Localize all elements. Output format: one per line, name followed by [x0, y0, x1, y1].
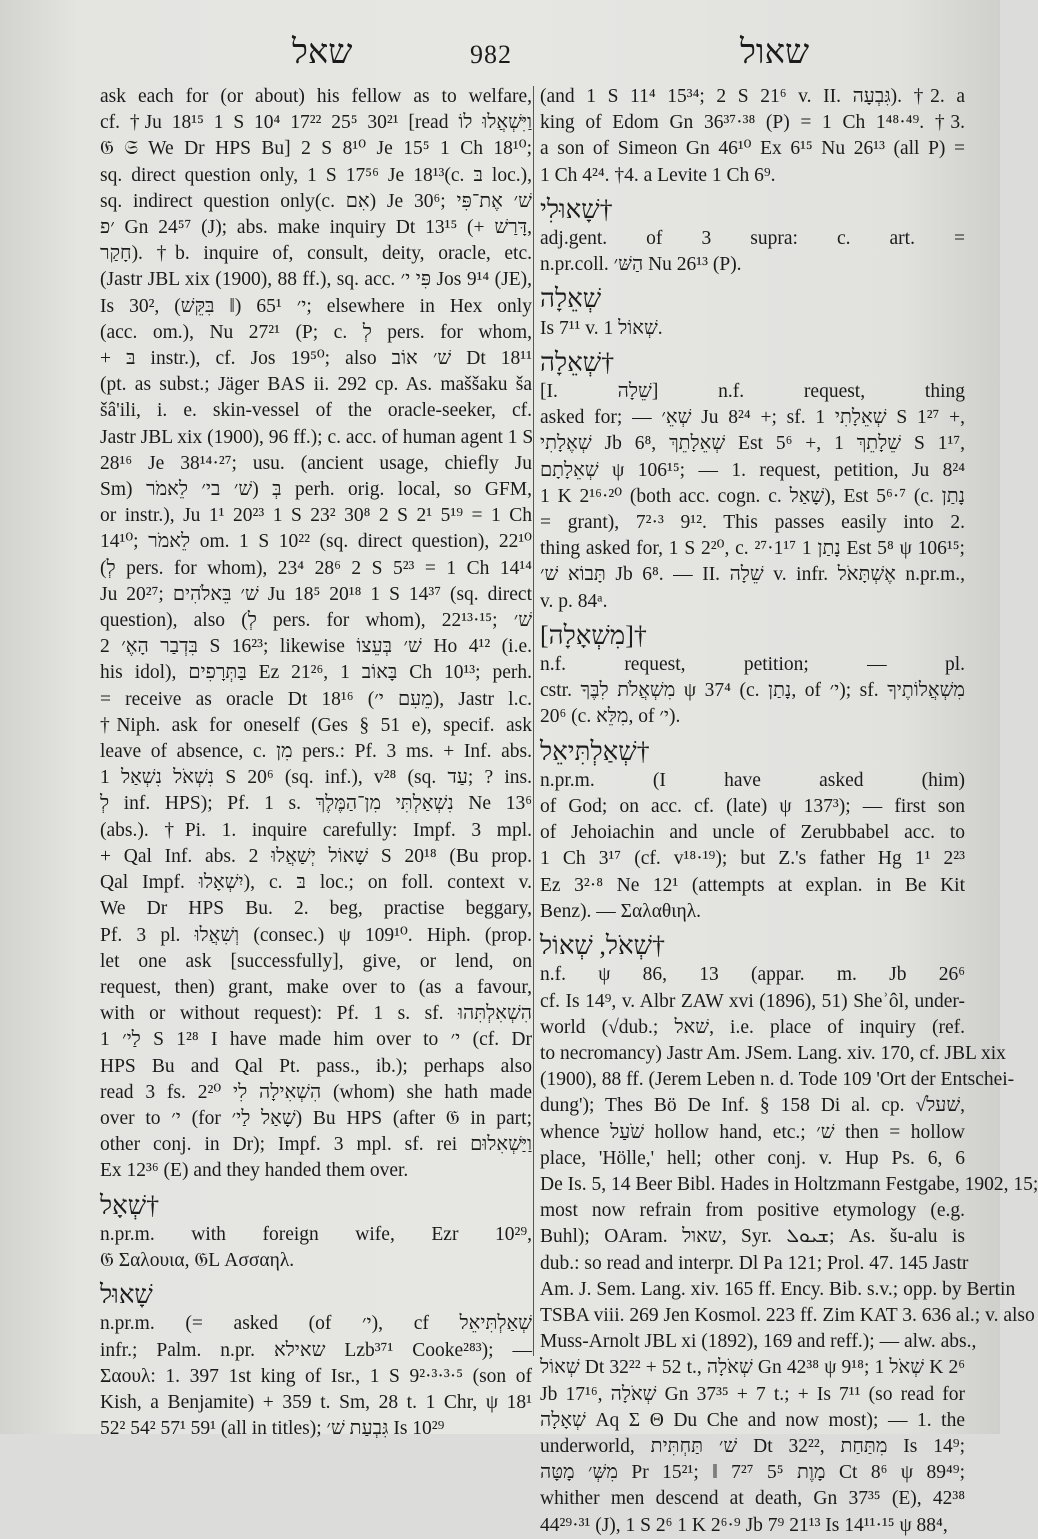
text-line: whence שֹׁעַל hollow hand, etc.; שׁ׳ then = hollow [540, 1121, 965, 1143]
text-line: question), also (לְ pers. for whom), 22¹³·¹⁵; שׁ׳ [100, 610, 533, 632]
text-line: We Dr HPS Bu. 2. beg, practise beggary, [100, 898, 532, 920]
text-line: of God; on acc. cf. (late) ψ 137³); — first son [540, 796, 965, 818]
text-line: HPS Bu and Qal Pt. pass., ib.); perhaps also [100, 1055, 532, 1077]
text-line: infr.; Palm. n.pr. שאילא Lzb³⁷¹ Cooke²⁸³); — [100, 1339, 533, 1361]
text-line: = receive as oracle Dt 18¹⁶ (מֵעִם י׳), Jastr l.c. [100, 688, 533, 710]
text-line: + בּ instr.), cf. Jos 19⁵⁰; also שׁ׳ אוֹב Dt 18¹¹ [100, 348, 532, 370]
text-line: dung'); Thes Bö De Inf. § 158 Di al. cp. √שׁעל, [540, 1095, 965, 1117]
text-line: Benz). — Σαλαθιηλ. [540, 900, 702, 922]
text-line: Am. J. Sem. Lang. xiv. 165 ff. Ency. Bib. s.v.; opp. by Bertin [540, 1278, 1016, 1300]
text-line: שְׁאֵלָתָם ψ 106¹⁵; — 1. request, petition, Ju 8²⁴ [540, 459, 965, 481]
text-line: Ju 20²⁷; שׁ׳ בֵּאלֹהִים Ju 18⁵ 20¹⁸ 1 S 14³⁷ (sq. direct [100, 583, 533, 605]
text-line: (1900), 88 ff. (Jerem Leben n. d. Tode 109 'Ort der Entschei- [540, 1069, 1015, 1091]
text-line: מִשְּׁ׳ מָטָּה Pr 15²¹; ‖ מָוֶת 5⁵ 7²⁷ Ct 8⁶ ψ 89⁴⁹; [540, 1462, 965, 1484]
text-line: (acc. om.), Nu 27²¹ (P; c. לְ pers. for whom, [100, 321, 532, 343]
text-line: †Niph. ask for oneself (Ges § 51 e), specif. ask [100, 714, 532, 736]
text-line: שְׁאָלָה Aq Σ Θ Du Che and now most); — 1. the [540, 1409, 965, 1431]
text-line: Ex 12³⁶ (E) and they handed them over. [100, 1160, 409, 1182]
text-line: n.pr.m. (= asked (of י׳), cf שְׁאַלְתִּיאֵל [100, 1313, 532, 1335]
text-line: šâ'ili, i. e. skin-vessel of the oracle-seeker, cf. [100, 400, 532, 422]
text-line: 20⁶ (c. מִלֵּא, of י׳). [540, 706, 681, 728]
text-line: + Qal Inf. abs. שָׁאוֹל יְשַׁאֲלוּ 2 S 20¹⁸ (Bu prop. [100, 845, 533, 867]
text-line: (לְ pers. for whom), 23⁴ 28⁶ 2 S 5²³ = 1 Ch 14¹⁴ [100, 557, 532, 579]
text-line: request, then) grant, make over to (as a favour, [100, 976, 532, 998]
dictionary-entry [540, 736, 965, 925]
text-line: sq. indirect question only(c. אִם) Je 30⁶; שׁ׳ אֶת־פִּי [100, 190, 532, 212]
text-line: over to י׳ (for שָׁאַל לַי׳) Bu HPS (after 𝔊 in part; [100, 1107, 532, 1129]
text-line: his idol), בַּתְּרָפִים Ez 21²⁶, בָּאוֹב 1 Ch 10¹³; perh. [100, 662, 533, 684]
dictionary-entry [540, 194, 965, 279]
text-line: (and 1 S 11⁴ 15³⁴; 2 S 21⁶ v. II. גִּבְעָה). †2. a [540, 86, 966, 107]
text-line: Sm) בְּ (שׁ׳ בי׳ לֵאמֹר perh. orig. local, so GFM, [100, 479, 532, 501]
entry-headword: שְׁאֵלָה [540, 284, 602, 314]
right-column-intro [540, 84, 965, 189]
text-line: (pt. as subst.; Jäger BAS ii. 292 cp. As. maššaku ša [100, 374, 532, 396]
text-line: (Jastr JBL xix (1900), 88 ff.), sq. acc. פִּי י׳ Jos 9¹⁴ (JE), [100, 269, 532, 291]
text-line: = grant), 7²·³ 9¹². This passes easily into 2. [540, 512, 965, 534]
text-line: a son of Simeon Gn 46¹⁰ Ex 6¹⁵ Nu 26¹³ (all P) = [540, 138, 965, 160]
text-line: other conj. in Dr); Impf. 3 mpl. sf. rei וַיַּשְׁאִלוּם [100, 1134, 532, 1156]
entry-headword: †שְׁאֵלָה [540, 347, 615, 377]
text-line: 1 K 2¹⁶·²⁰ (both acc. cogn. c. שָׁאַל), Est 5⁶·⁷ (c. נָתַן [540, 485, 965, 507]
entry-headword: שָׁאוּל [100, 1280, 153, 1310]
text-line: place, 'Hölle,' hell; other conj. v. Hup Ps. 6, 6 [540, 1147, 965, 1169]
text-line: with or without request): Pf. 1 s. sf. הִשְׁאִלְתִּהוּ [100, 1003, 532, 1025]
text-line: (abs.). †Pi. 1. inquire carefully: Impf. 3 mpl. [100, 819, 532, 841]
text-line: 14¹⁰; לֵאמֹר om. 1 S 10²² (sq. direct question), 22¹⁰ [100, 531, 532, 553]
dictionary-entry [100, 1190, 532, 1275]
text-line: De Is. 5, 14 Beer Bibl. Hades in Holtzmann Festgabe, 1902, 15; [540, 1173, 1038, 1195]
text-line: חָקַר). †b. inquire of, consult, deity, oracle, etc. [100, 243, 532, 265]
text-line: of Jehoiachin and uncle of Zerubbabel acc. to [540, 822, 965, 844]
text-line: 1 Ch 3¹⁷ (cf. v¹⁸·¹⁹); but Z.'s father Hg 1¹ 2²³ [540, 848, 965, 870]
text-line: most now refrain from positive etymology (e.g. [540, 1200, 965, 1222]
text-line: Muss-Arnolt JBL xi (1892), 169 and reff.); — alw. abs., [540, 1331, 977, 1353]
left-column-text [100, 84, 532, 1185]
text-line: n.f. ψ 86, 13 (appar. m. Jb 26⁶ [540, 964, 965, 986]
text-line: Pf. 3 pl. וְשִׁאֲלוּ (consec.) ψ 109¹⁰. Hiph. (prop. [100, 924, 532, 946]
page-header [0, 30, 1000, 78]
text-line: שְׁאֶלָתִי Jb 6⁸, שְׁאֵלָתֵךְ Est 5⁶ +, שֵׁלָתֵךְ 1 S 1¹⁷, [540, 433, 965, 455]
right-column-entries [540, 194, 1038, 1539]
text-line: [I. שֵׁלָה] n.f. request, thing [540, 381, 965, 403]
column-divider [533, 86, 534, 1356]
text-line: Σαουλ: 1. 397 1st king of Isr., 1 S 9²·³·³·⁵ (son of [100, 1365, 532, 1387]
left-column [100, 84, 532, 1442]
text-line: 28¹⁶ Je 38¹⁴·²⁷; usu. (ancient usage, chiefly Ju [100, 452, 532, 474]
text-line: Ez 3²·⁸ Ne 12¹ (attempts at explan. in Be Kit [540, 874, 965, 896]
right-column [540, 84, 1038, 1539]
entry-headword: †שָׁאוּלִי [540, 194, 613, 224]
text-line: thing asked for, 1 S 2²⁰, c. נָתַן 1 1¹⁷·²⁷ Est 5⁸ ψ 106¹⁵; [540, 538, 965, 560]
text-line: n.pr.m. (I have asked (him) [540, 769, 965, 791]
entry-headword: †שְׁאֹל, שְׁאוֹל [540, 931, 665, 961]
text-line: underworld, שׁ׳ תַּחְתִּית Dt 32²², מִתַּחַת Is 14⁹; [540, 1435, 965, 1457]
text-line: TSBA viii. 269 Jen Kosmol. 223 ff. Zim KAT 3. 636 al.; v. also [540, 1304, 1035, 1326]
text-line: Buhl); OAram. שאול, Syr. ܫܝܘܠ; As. šu-alu is [540, 1226, 965, 1248]
text-line: leave of absence, c. מִן pers.: Pf. 3 ms. + Inf. abs. [100, 741, 532, 763]
text-line: 𝔊 𝔖 We Dr HPS Bu] 2 S 8¹⁰ Je 15⁵ 1 Ch 18¹⁰; [100, 138, 532, 160]
entry-headword: †שְׁאָל [100, 1190, 160, 1220]
text-line: cstr. מִשְׁאֲלֹת לִבֶּךָ ψ 37⁴ (c. נָתַן, of י׳); sf. מִשְׁאֲלוֹתֶיךָ [540, 680, 965, 702]
text-line: let one ask [successfully], give, or lend, on [100, 950, 532, 972]
text-line: 1 Ch 4²⁴. †4. a Levite 1 Ch 6⁹. [540, 164, 776, 186]
text-line: cf. †Ju 18¹⁵ 1 S 10⁴ 17²² 25⁵ 30²¹ [read וַיִּשְׁאֲלוּ לוֹ [100, 112, 532, 134]
text-line: v. p. 84ᵃ. [540, 590, 608, 612]
text-line: לְ inf. HPS); Pf. 1 s. נִשְׁאַלְתִּי מִן־הַמֶּלֶךְ Ne 13⁶ [100, 793, 532, 815]
text-line: asked for; — שְׁאֵ׳ Ju 8²⁴ +; sf. שְׁאֵלָתִי 1 S 1²⁷ +, [540, 407, 965, 429]
text-line: read 3 fs. הִשְׁאִילָה לִי 2²⁰ (whom) she hath made [100, 1081, 532, 1103]
text-line: לַי׳ 1 S 1²⁸ I have made him over to י׳ (cf. Dr [100, 1029, 532, 1051]
left-running-headword: שאל [292, 34, 353, 71]
dictionary-entry [100, 1282, 532, 1442]
text-line: king of Edom Gn 36³⁷·³⁸ (P) = 1 Ch 1⁴⁸·⁴⁹. †3. [540, 112, 965, 134]
text-line: Jastr JBL xix (1900), 96 ff.); c. acc. of human agent 1 S [100, 426, 534, 448]
right-running-headword: שאול [740, 34, 810, 71]
text-line: 44²⁹·³¹ (J), 1 S 2⁶ 1 K 2⁶·⁹ Jb 7⁹ 21¹³ Is 14¹¹·¹⁵ ψ 88⁴, [540, 1514, 948, 1536]
text-line: Is 30², י׳ 65¹ (‖ בִּקֵּשׁ); elsewhere in Hex only [100, 295, 532, 317]
text-line: world (√dub.; שׁאל, i.e. place of inquiry (ref. [540, 1016, 965, 1038]
dictionary-entry [540, 931, 1038, 1539]
text-line: ׳פ Gn 24⁵⁷ (J); abs. make inquiry Dt 13¹⁵ (+ דָּרַשׁ, [100, 217, 532, 239]
page-number: 982 [470, 40, 512, 69]
text-line: Qal Impf. יִשְׁאָלוּ), c. בּ loc.; on foll. context v. [100, 872, 533, 894]
text-line: Jb 17¹⁶, שְׁאֹלָה Gn 37³⁵ + 7 t.; + Is 7¹¹ (so read for [540, 1383, 965, 1405]
text-line: שְׁאוֹל Dt 32²² + 52 t., שְׁאֹלָה Gn 42³⁸ ψ 9¹⁸; שְׁאֹל 1 K 2⁶ [540, 1357, 966, 1379]
text-line: 52² 54² 57¹ 59¹ (all in titles); גִּבְעַת שׁ׳ Is 10²⁹ [100, 1418, 445, 1440]
text-line: נִשְׁאֹל נִשְׁאַל 1 S 20⁶ (sq. inf.), v²⁸ (sq. עַד; ? ins. [100, 767, 532, 789]
text-line: ask each for (or about) his fellow as to welfare, [100, 86, 532, 107]
dictionary-entry [540, 347, 966, 615]
text-line: תָּבוֹא שׁ׳ Jb 6⁸. — II. שֵׁלָה v. infr. אֶשְׁתָּאֹל n.pr.m., [540, 564, 966, 586]
text-line: dub.: so read and interpr. Dl Pa 121; Prol. 47. 145 Jastr [540, 1252, 969, 1274]
entry-headword: †[מִשְׁאָלָה] [540, 620, 647, 650]
dictionary-entry [540, 286, 965, 341]
text-line: sq. direct question only, 1 S 17⁵⁶ Je 18¹³(c. בּ loc.), [100, 164, 532, 186]
text-line: cf. Is 14⁹, v. Albr ZAW xvi (1896), 51) Sheʾôl, under- [540, 990, 965, 1012]
text-line: n.pr.coll. הַשּׁ׳ Nu 26¹³ (P). [540, 254, 742, 276]
text-line: n.f. request, petition; — pl. [540, 654, 965, 676]
text-line: בִּדְבַר הָאֶ׳ 2 S 16²³; likewise שׁ׳ בְּעֵצוֹ Ho 4¹² (i.e. [100, 636, 532, 658]
text-line: adj.gent. of 3 supra: c. art. = [540, 228, 965, 250]
text-line: or instr.), Ju 1¹ 20²³ 1 S 23² 30⁸ 2 S 2¹ 5¹⁹ = 1 Ch [100, 505, 532, 527]
entry-headword: †שְׁאַלְתִּיאֵל [540, 736, 650, 766]
dictionary-entry [540, 620, 965, 731]
text-line: 𝔊 Σαλουια, 𝔊L Ασσαηλ. [100, 1249, 295, 1271]
text-line: Is 7¹¹ v. שְׁאוֹל 1. [540, 317, 663, 339]
text-line: Kish, a Benjamite) + 359 t. Sm, 28 t. 1 Chr, ψ 18¹ [100, 1391, 532, 1413]
text-line: n.pr.m. with foreign wife, Ezr 10²⁹, [100, 1223, 532, 1245]
text-line: whither men descend at death, Gn 37³⁵ (E), 42³⁸ [540, 1488, 965, 1510]
left-column-entries [100, 1190, 533, 1443]
text-line: to necromancy) Jastr Am. JSem. Lang. xiv. 170, cf. JBL xix [540, 1042, 1006, 1064]
